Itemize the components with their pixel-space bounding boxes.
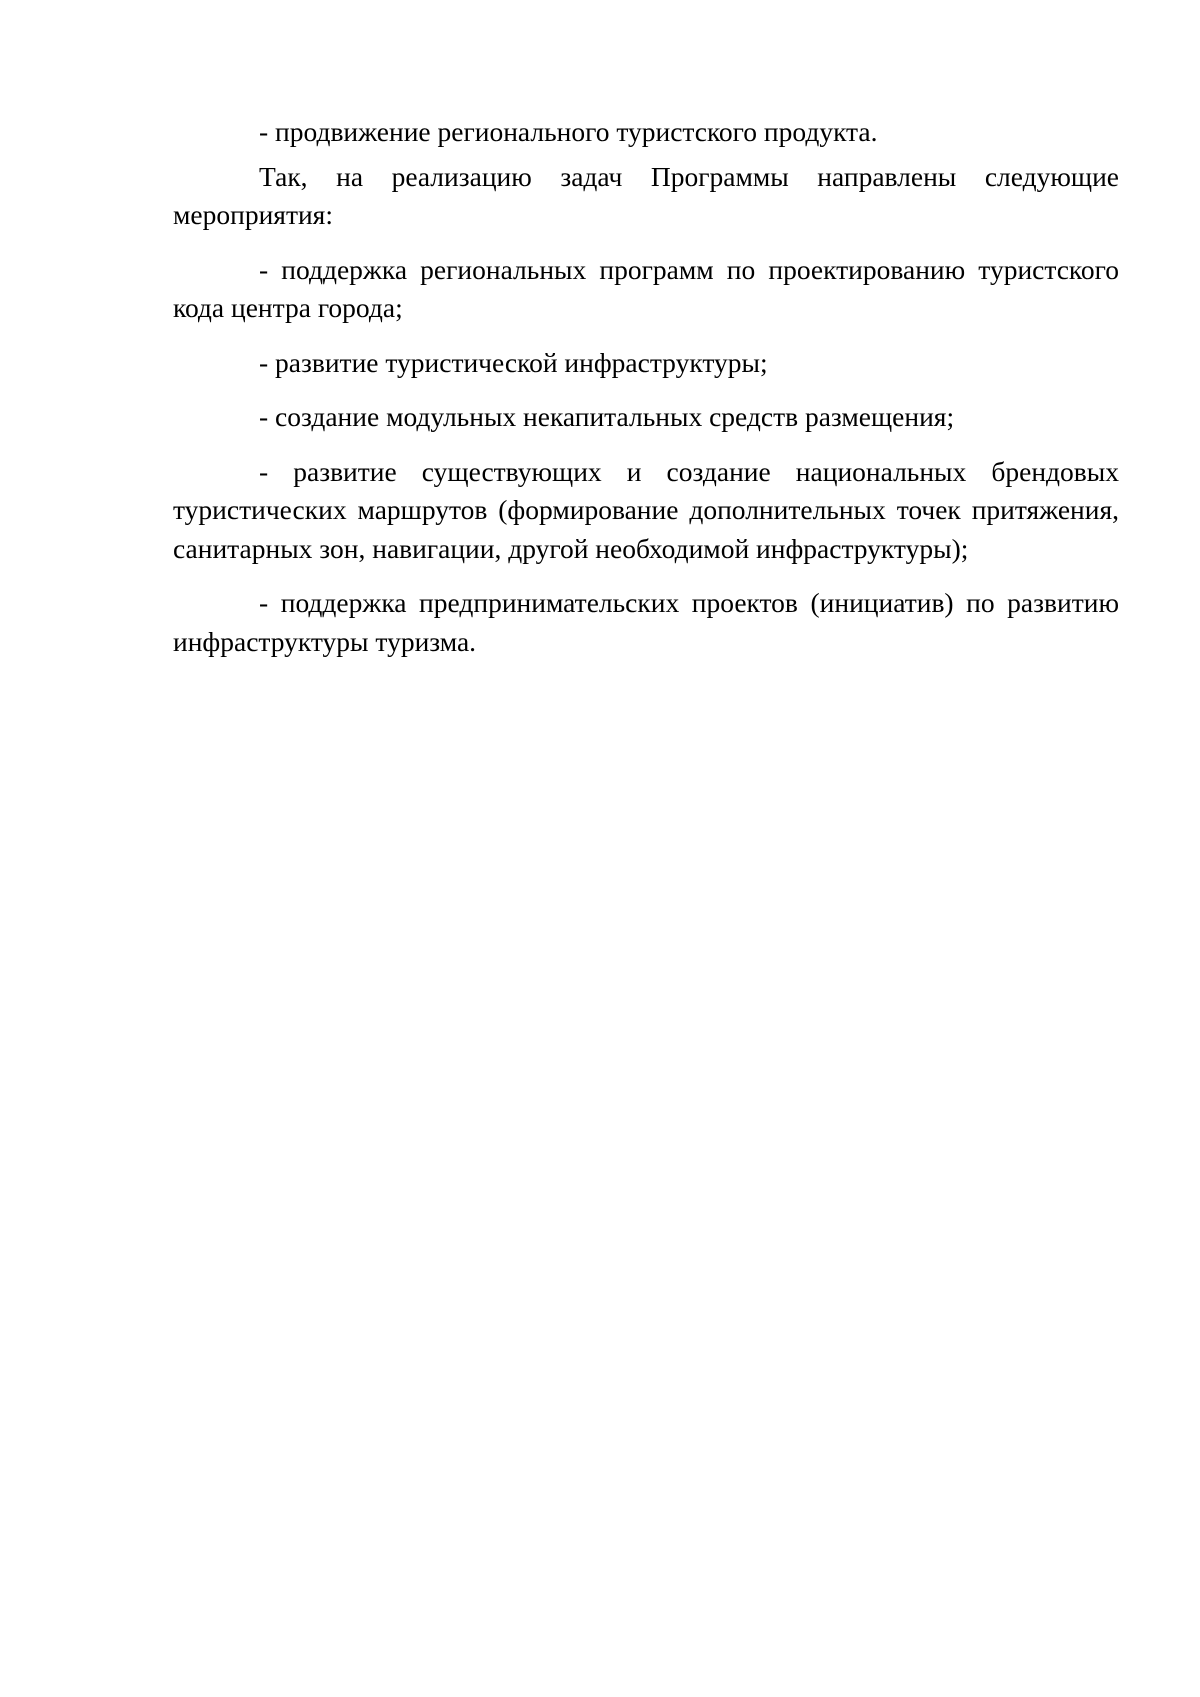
paragraph-promotion: - продвижение регионального туристского продукта. [259, 116, 878, 147]
paragraph-brand-routes: - развитие существующих и создание национальных брендовых туристических маршрутов (формирование дополнительных точек притяжения, санитарных зон, навигации, другой необходимой инфраструктуры); [173, 455, 1119, 564]
paragraph-intro: Так, на реализацию задач Программы направлены следующие мероприятия: [173, 160, 1119, 230]
document-body [173, 113, 1119, 661]
paragraph-modular-accommodation: - создание модульных некапитальных средств размещения; [259, 401, 955, 432]
paragraph-business-projects: - поддержка предпринимательских проектов (инициатив) по развитию инфраструктуры туризма. [173, 587, 1119, 657]
paragraph-infrastructure: - развитие туристической инфраструктуры; [259, 346, 768, 378]
paragraph-city-code: - поддержка региональных программ по проектированию туристского кода центра города; [173, 253, 1119, 323]
